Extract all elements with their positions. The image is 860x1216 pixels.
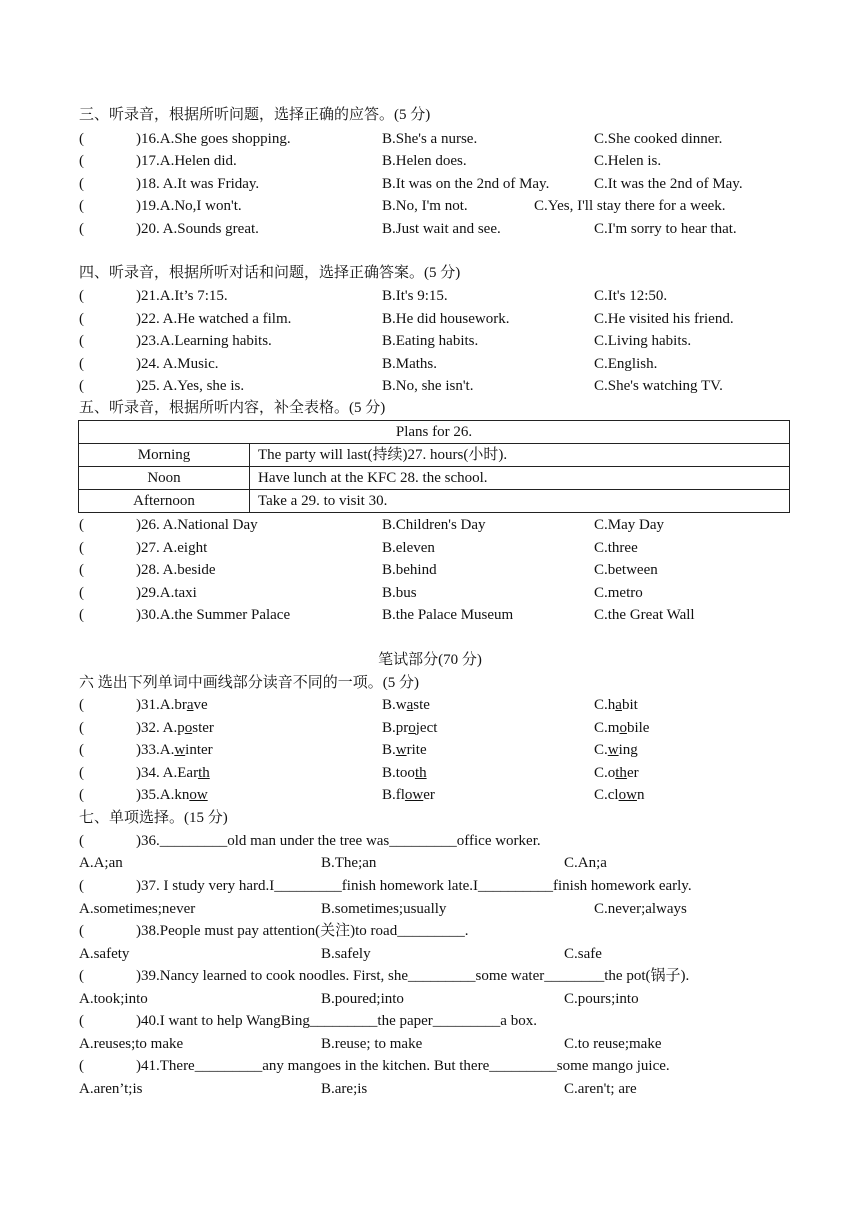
option-b: B.Just wait and see. bbox=[382, 221, 501, 237]
question-stem: )37. I study very hard.I_________finish homework late.I__________finish homework early. bbox=[136, 878, 692, 894]
option-a: )20. A.Sounds great. bbox=[136, 221, 259, 237]
question-25 bbox=[0, 375, 860, 397]
question-27 bbox=[0, 537, 860, 559]
underlined-letters: o bbox=[619, 720, 627, 736]
option-a: )35.A.know bbox=[136, 787, 208, 803]
option-c: C.safe bbox=[564, 946, 602, 962]
option-b: B.Children's Day bbox=[382, 517, 486, 533]
option-c: C.metro bbox=[594, 585, 643, 601]
option-a: )18. A.It was Friday. bbox=[136, 176, 260, 192]
option-a: )17.A.Helen did. bbox=[136, 153, 237, 169]
section-3-title: 三、听录音，根据所听问题，选择正确的应答。(5 分) bbox=[79, 107, 431, 123]
table-header: Plans for 26. bbox=[79, 421, 790, 444]
option-a: )27. A.eight bbox=[136, 540, 208, 556]
option-b: B.It was on the 2nd of May. bbox=[382, 176, 550, 192]
bracket: ( bbox=[79, 1013, 84, 1029]
table-row bbox=[79, 490, 790, 513]
option-b: B.are;is bbox=[321, 1081, 368, 1097]
option-b: B.She's a nurse. bbox=[382, 131, 478, 147]
written-part-title: 笔试部分(70 分) bbox=[378, 652, 482, 668]
option-b: B.He did housework. bbox=[382, 311, 510, 327]
option-c: C.never;always bbox=[594, 901, 687, 917]
table-label: Afternoon bbox=[79, 490, 250, 513]
option-c: C.to reuse;make bbox=[564, 1036, 662, 1052]
option-b: B.Helen does. bbox=[382, 153, 467, 169]
underlined-letters: ow bbox=[618, 787, 637, 803]
bracket: ( bbox=[79, 540, 84, 556]
question-stem: )39.Nancy learned to cook noodles. First, she_________some water________the pot(锅子). bbox=[136, 968, 690, 984]
option-a: )21.A.It’s 7:15. bbox=[136, 288, 228, 304]
bracket: ( bbox=[79, 221, 84, 237]
underlined-letters: ow bbox=[189, 787, 208, 803]
table-row bbox=[79, 467, 790, 490]
option-a: )32. A.poster bbox=[136, 720, 214, 736]
bracket: ( bbox=[79, 765, 84, 781]
question-stem: )36._________old man under the tree was_________office worker. bbox=[136, 833, 541, 849]
bracket: ( bbox=[79, 333, 84, 349]
bracket: ( bbox=[79, 198, 84, 214]
option-c: C.habit bbox=[594, 697, 638, 713]
bracket: ( bbox=[79, 356, 84, 372]
option-c: C.wing bbox=[594, 742, 638, 758]
underlined-letters: w bbox=[174, 742, 186, 758]
options-41 bbox=[0, 1078, 860, 1100]
bracket: ( bbox=[79, 968, 84, 984]
option-c: C.clown bbox=[594, 787, 645, 803]
option-b: B.behind bbox=[382, 562, 437, 578]
question-35 bbox=[0, 784, 860, 806]
option-c: C.three bbox=[594, 540, 638, 556]
option-c: C.She cooked dinner. bbox=[594, 131, 723, 147]
option-b: B.eleven bbox=[382, 540, 435, 556]
option-c: C.May Day bbox=[594, 517, 664, 533]
bracket: ( bbox=[79, 153, 84, 169]
bracket: ( bbox=[79, 517, 84, 533]
bracket: ( bbox=[79, 697, 84, 713]
option-b: B.safely bbox=[321, 946, 371, 962]
bracket: ( bbox=[79, 311, 84, 327]
question-39 bbox=[0, 965, 860, 987]
option-c: C.between bbox=[594, 562, 658, 578]
bracket: ( bbox=[79, 176, 84, 192]
bracket: ( bbox=[79, 607, 84, 623]
table-label: Noon bbox=[79, 467, 250, 490]
option-a: )19.A.No,I won't. bbox=[136, 198, 242, 214]
option-c: C.It's 12:50. bbox=[594, 288, 668, 304]
bracket: ( bbox=[79, 131, 84, 147]
question-17 bbox=[0, 150, 860, 172]
option-a: A.took;into bbox=[79, 991, 148, 1007]
option-c: C.mobile bbox=[594, 720, 650, 736]
question-24 bbox=[0, 353, 860, 375]
option-b: B.Eating habits. bbox=[382, 333, 479, 349]
option-a: )30.A.the Summer Palace bbox=[136, 607, 291, 623]
options-38 bbox=[0, 943, 860, 965]
option-b: B.waste bbox=[382, 697, 430, 713]
table-value: The party will last(持续)27. hours(小时). bbox=[250, 444, 790, 467]
table-value: Have lunch at the KFC 28. the school. bbox=[250, 467, 790, 490]
options-36 bbox=[0, 852, 860, 874]
option-c: C.aren't; are bbox=[564, 1081, 637, 1097]
option-c: C.pours;into bbox=[564, 991, 639, 1007]
question-41 bbox=[0, 1055, 860, 1077]
option-c: C.It was the 2nd of May. bbox=[594, 176, 743, 192]
bracket: ( bbox=[79, 1058, 84, 1074]
option-c: C.the Great Wall bbox=[594, 607, 695, 623]
underlined-letters: w bbox=[395, 742, 407, 758]
question-36 bbox=[0, 830, 860, 852]
option-b: B.the Palace Museum bbox=[382, 607, 514, 623]
underlined-letters: o bbox=[184, 720, 193, 736]
option-c: C.He visited his friend. bbox=[594, 311, 734, 327]
question-30 bbox=[0, 604, 860, 626]
bracket: ( bbox=[79, 720, 84, 736]
plans-table bbox=[78, 420, 790, 513]
underlined-letters: a bbox=[186, 697, 194, 713]
option-b: B.No, I'm not. bbox=[382, 198, 468, 214]
question-23 bbox=[0, 330, 860, 352]
question-31 bbox=[0, 694, 860, 716]
option-a: A.aren’t;is bbox=[79, 1081, 143, 1097]
section-5-title: 五、听录音，根据所听内容，补全表格。(5 分) bbox=[79, 400, 386, 416]
options-39 bbox=[0, 988, 860, 1010]
table-value: Take a 29. to visit 30. bbox=[250, 490, 790, 513]
question-38 bbox=[0, 920, 860, 942]
bracket: ( bbox=[79, 378, 84, 394]
bracket: ( bbox=[79, 923, 84, 939]
underlined-letters: a bbox=[406, 697, 414, 713]
section-4-title: 四、听录音，根据所听对话和问题，选择正确答案。(5 分) bbox=[79, 265, 461, 281]
bracket: ( bbox=[79, 878, 84, 894]
option-a: )25. A.Yes, she is. bbox=[136, 378, 245, 394]
question-37 bbox=[0, 875, 860, 897]
option-b: B.sometimes;usually bbox=[321, 901, 447, 917]
question-28 bbox=[0, 559, 860, 581]
option-a: )26. A.National Day bbox=[136, 517, 258, 533]
option-a: )22. A.He watched a film. bbox=[136, 311, 292, 327]
option-a: )23.A.Learning habits. bbox=[136, 333, 272, 349]
question-29 bbox=[0, 582, 860, 604]
option-b: B.reuse; to make bbox=[321, 1036, 423, 1052]
option-c: C.An;a bbox=[564, 855, 607, 871]
bracket: ( bbox=[79, 562, 84, 578]
question-34 bbox=[0, 762, 860, 784]
section-7-title: 七、单项选择。(15 分) bbox=[79, 810, 228, 826]
question-20 bbox=[0, 218, 860, 240]
options-37 bbox=[0, 898, 860, 920]
option-c: C.Living habits. bbox=[594, 333, 692, 349]
option-a: )34. A.Earth bbox=[136, 765, 210, 781]
option-c: C.She's watching TV. bbox=[594, 378, 723, 394]
question-22 bbox=[0, 308, 860, 330]
section-6-title: 六 选出下列单词中画线部分读音不同的一项。(5 分) bbox=[79, 675, 419, 691]
bracket: ( bbox=[79, 833, 84, 849]
bracket: ( bbox=[79, 787, 84, 803]
option-b: B.project bbox=[382, 720, 438, 736]
question-stem: )40.I want to help WangBing_________the paper_________a box. bbox=[136, 1013, 537, 1029]
question-16 bbox=[0, 128, 860, 150]
question-32 bbox=[0, 717, 860, 739]
question-18 bbox=[0, 173, 860, 195]
option-b: B.No, she isn't. bbox=[382, 378, 474, 394]
option-b: B.tooth bbox=[382, 765, 427, 781]
option-c: C.I'm sorry to hear that. bbox=[594, 221, 737, 237]
underlined-letters: w bbox=[607, 742, 619, 758]
option-a: A.A;an bbox=[79, 855, 123, 871]
underlined-letters: th bbox=[198, 765, 210, 781]
option-b: B.poured;into bbox=[321, 991, 404, 1007]
option-a: A.sometimes;never bbox=[79, 901, 196, 917]
bracket: ( bbox=[79, 742, 84, 758]
option-a: )31.A.brave bbox=[136, 697, 208, 713]
question-40 bbox=[0, 1010, 860, 1032]
underlined-letters: o bbox=[408, 720, 416, 736]
table-row bbox=[79, 444, 790, 467]
bracket: ( bbox=[79, 288, 84, 304]
option-a: A.reuses;to make bbox=[79, 1036, 184, 1052]
option-c: C.other bbox=[594, 765, 639, 781]
underlined-letters: th bbox=[414, 765, 427, 781]
question-26 bbox=[0, 514, 860, 536]
option-a: A.safety bbox=[79, 946, 130, 962]
question-33 bbox=[0, 739, 860, 761]
underlined-letters: a bbox=[615, 697, 622, 713]
option-b: B.The;an bbox=[321, 855, 377, 871]
option-c: C.Helen is. bbox=[594, 153, 662, 169]
option-a: )16.A.She goes shopping. bbox=[136, 131, 291, 147]
option-b: B.write bbox=[382, 742, 427, 758]
question-21 bbox=[0, 285, 860, 307]
underlined-letters: th bbox=[615, 765, 627, 781]
option-b: B.Maths. bbox=[382, 356, 438, 372]
option-a: )33.A.winter bbox=[136, 742, 213, 758]
table-label: Morning bbox=[79, 444, 250, 467]
options-40 bbox=[0, 1033, 860, 1055]
option-c: C.English. bbox=[594, 356, 658, 372]
option-a: )28. A.beside bbox=[136, 562, 216, 578]
option-b: B.It's 9:15. bbox=[382, 288, 448, 304]
option-b: B.bus bbox=[382, 585, 417, 601]
option-a: )29.A.taxi bbox=[136, 585, 197, 601]
option-a: )24. A.Music. bbox=[136, 356, 219, 372]
bracket: ( bbox=[79, 585, 84, 601]
option-b: B.flower bbox=[382, 787, 435, 803]
option-c: C.Yes, I'll stay there for a week. bbox=[534, 198, 726, 214]
question-stem: )38.People must pay attention(关注)to road_________. bbox=[136, 923, 469, 939]
underlined-letters: ow bbox=[404, 787, 424, 803]
question-19 bbox=[0, 195, 860, 217]
question-stem: )41.There_________any mangoes in the kitchen. But there_________some mango juice. bbox=[136, 1058, 670, 1074]
table-row bbox=[79, 421, 790, 444]
